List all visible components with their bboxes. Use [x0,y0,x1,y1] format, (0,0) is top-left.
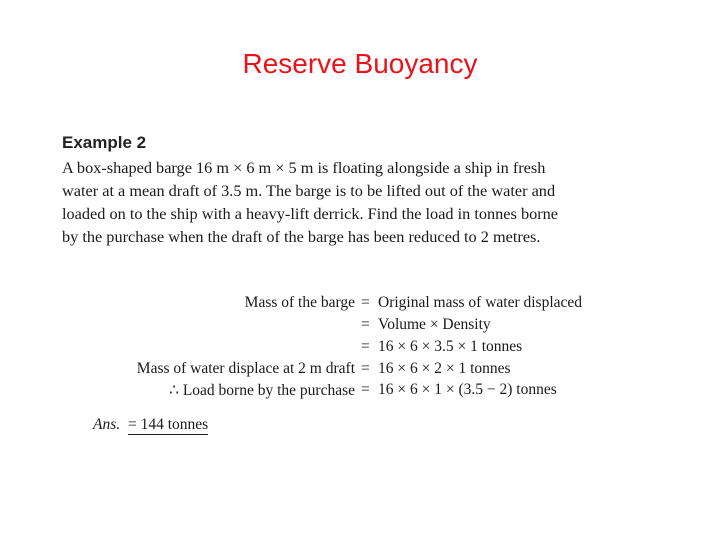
calc-rhs: 16 × 6 × 2 × 1 tonnes [378,360,511,377]
calc-equals: = [361,381,370,398]
answer-value: = 144 tonnes [128,416,209,433]
calc-rhs: 16 × 6 × 3.5 × 1 tonnes [378,338,523,355]
calc-rhs: Original mass of water displaced [378,294,583,311]
problem-line: by the purchase when the draft of the barge has been reduced to 2 metres. [62,227,541,246]
example-heading: Example 2 [62,133,147,152]
slide-title: Reserve Buoyancy [242,48,478,79]
calc-equals: = [361,316,370,333]
calc-rhs: 16 × 6 × 1 × (3.5 − 2) tonnes [378,381,557,398]
calc-lhs: ∴ Load borne by the purchase [169,382,355,399]
answer-line [93,416,208,434]
answer-label: Ans. [93,416,121,433]
calc-row [0,360,720,382]
calc-row [0,338,720,360]
problem-line: water at a mean draft of 3.5 m. The barge is to be lifted out of the water and [62,181,556,200]
calc-row [0,294,720,316]
calc-row [0,316,720,338]
calc-lhs: Mass of water displace at 2 m draft [136,360,355,377]
calc-row [0,381,720,403]
calc-lhs: Mass of the barge [244,294,355,311]
calc-equals: = [361,338,370,355]
problem-line: loaded on to the ship with a heavy-lift derrick. Find the load in tonnes borne [62,204,559,223]
calc-equals: = [361,360,370,377]
calc-rhs: Volume × Density [378,316,491,333]
calc-equals: = [361,294,370,311]
problem-line: A box-shaped barge 16 m × 6 m × 5 m is floating alongside a ship in fresh [62,158,546,177]
